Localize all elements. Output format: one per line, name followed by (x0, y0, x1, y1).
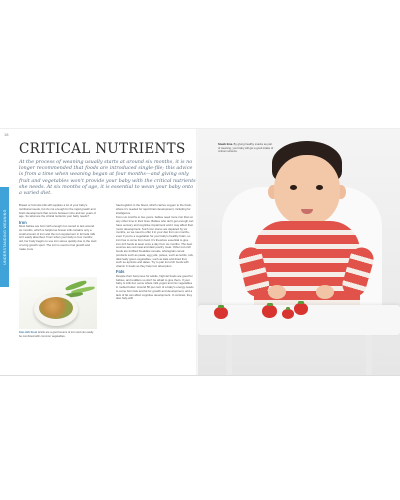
fats-paragraph: Despite their bad press for adults, high-fat foods are good for babies, and toddlers so don't be afraid to give them. If your baby is milk fed, serve whole milk yogurt and mix vegetables in melted butter. Around 50 per cent of a baby's energy needs to come from fats and fat for growth and development, and a lack of fat can affect cognitive development. In contrast, they also help with (116, 273, 194, 301)
photo-caption (218, 143, 274, 154)
highchair-leg-left (226, 335, 232, 376)
highchair-leg-right (366, 335, 372, 376)
food-caption-bold: Iron-rich food, (19, 331, 38, 334)
baby-hand-right (316, 285, 334, 299)
iron-heading: Iron (19, 219, 27, 225)
strawberry (282, 309, 294, 319)
baby-hand-left (268, 285, 286, 299)
page-number: 18 (4, 132, 9, 137)
baby-eye-left (290, 185, 297, 190)
strawberry (262, 305, 277, 318)
text-column-middle (116, 204, 194, 374)
text-column-left (19, 204, 97, 260)
side-tab-label: UNDERSTANDING WEANING (2, 209, 7, 265)
iron-needs-paragraph: From six months to two years, babies need more iron than at any other time in their lives. Babies who don't get enough can have sensory and cognitive impairment and it may affect their motor development. Such iron stores are depleted by six months, so we need to offer it in your diet from six months, even if you're a vegetarian for your baby's healthy brain, so iron has to come from food. It's therefore essential to give iron-rich foods at least once a day from six months. The best sources are red meat and dark poultry meat. Other iron-rich foods are fortified breakfast cereals, wholegrain cereal products such as pasta, egg yolk, pulses, such as lentils, tofu, dark leafy green vegetables, such as kale and dried fruit, such as apricots and dates. Try to pair iron-rich foods with vitamin C foods as they help iron absorption. (116, 215, 194, 268)
haemoglobin-paragraph: haemoglobin in the blood, which carries oxygen to the brain, where it's needed for rapid brain development, including for intelligence. (116, 204, 192, 215)
baby-eye-right (316, 185, 323, 190)
baby-photo (198, 129, 400, 376)
page-title: CRITICAL NUTRIENTS (19, 141, 186, 157)
baby-face (274, 155, 340, 225)
striped-shirt (254, 221, 360, 311)
food-bowl-photo (19, 277, 97, 329)
iron-paragraph: Most babies are born with enough iron stored to last around six months, which is helpful as breast milk contains only a small amount of iron and the iron supplement in formula milk isn't easily absorbed. From when your baby is four months old, her body begins to use iron stores quickly due to the start of a big growth spurt. The iron is used to fuel growth and make more (19, 224, 97, 251)
strawberry (214, 307, 228, 319)
lentil-dish (39, 297, 73, 319)
section-side-tab (0, 187, 9, 287)
intro-paragraph: At the process of weaning usually starts at around six months, it is no longer recommended that foods are introduced single-file; this advice is from a time when weaning began at four months—and giving only fruit and vegetables won't provide your baby with the critical nutrients she needs. At six months of age, it is essential to wean your baby onto a varied diet. (19, 159, 196, 197)
lead-paragraph: Breast or formula milk still supplies a lot of your baby's nutritional needs, but it's not enough for the rapid growth and brain development that occurs between nine and ten years of age. So what are the critical nutrients your baby needs? (19, 204, 96, 219)
photo-caption-bold: Snack time. (218, 143, 233, 146)
strawberry (294, 303, 308, 315)
food-caption-text: lentils are a good source of iron and can easily be combined with common vegetables. (19, 331, 94, 338)
book-spread (0, 128, 400, 376)
photo-caption-text: By giving healthy snacks as part of weaning, your baby will get a good intake of critical nutrients. (218, 143, 274, 153)
bowl (34, 293, 78, 326)
food-caption (19, 331, 97, 338)
fats-heading: Fats (116, 269, 125, 275)
